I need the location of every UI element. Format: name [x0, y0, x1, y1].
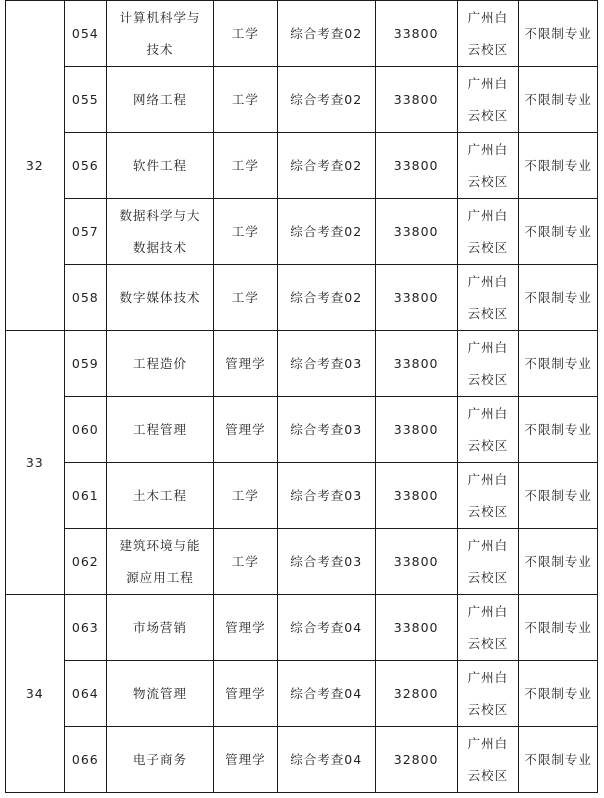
major-name-cell-line: 技术	[146, 41, 174, 57]
table-row	[6, 1, 598, 67]
discipline-cell: 工学	[214, 67, 278, 133]
exam-subject-cell: 综合考查04	[277, 595, 375, 661]
major-name-cell	[107, 661, 214, 727]
admissions-table-container	[5, 0, 598, 793]
tuition-cell: 32800	[375, 661, 457, 727]
group-number-cell: 34	[6, 595, 65, 793]
tuition-cell: 33800	[375, 463, 457, 529]
exam-subject-cell: 综合考查02	[277, 67, 375, 133]
requirement-cell: 不限制专业	[519, 595, 598, 661]
campus-cell-line: 云校区	[467, 437, 509, 453]
campus-cell-line: 云校区	[467, 701, 509, 717]
major-code-cell: 059	[64, 331, 106, 397]
major-name-cell	[107, 529, 214, 595]
tuition-cell: 33800	[375, 67, 457, 133]
major-code-cell: 062	[64, 529, 106, 595]
major-code-cell: 055	[64, 67, 106, 133]
major-code-cell: 054	[64, 1, 106, 67]
tuition-cell: 33800	[375, 265, 457, 331]
major-name-cell-line: 数据技术	[133, 239, 188, 255]
campus-cell-line: 云校区	[467, 635, 509, 651]
major-name-cell-line: 物流管理	[133, 685, 188, 701]
campus-cell	[457, 67, 519, 133]
table-row	[6, 727, 598, 793]
discipline-cell: 工学	[214, 199, 278, 265]
major-name-cell-line: 软件工程	[133, 157, 188, 173]
major-code-cell: 061	[64, 463, 106, 529]
tuition-cell: 33800	[375, 199, 457, 265]
group-number-cell: 32	[6, 1, 65, 331]
table-row	[6, 463, 598, 529]
campus-cell-line: 广州白	[467, 603, 509, 619]
table-row	[6, 265, 598, 331]
campus-cell-line: 云校区	[467, 767, 509, 783]
requirement-cell: 不限制专业	[519, 727, 598, 793]
major-name-cell-line: 土木工程	[133, 487, 188, 503]
campus-cell	[457, 529, 519, 595]
exam-subject-cell: 综合考查03	[277, 529, 375, 595]
discipline-cell: 工学	[214, 463, 278, 529]
requirement-cell: 不限制专业	[519, 199, 598, 265]
campus-cell	[457, 397, 519, 463]
table-row	[6, 331, 598, 397]
major-name-cell	[107, 133, 214, 199]
major-name-cell-line: 数字媒体技术	[119, 289, 201, 305]
table-row	[6, 133, 598, 199]
campus-cell-line: 云校区	[467, 305, 509, 321]
table-row	[6, 661, 598, 727]
major-name-cell-line: 建筑环境与能	[119, 537, 201, 553]
exam-subject-cell: 综合考查03	[277, 331, 375, 397]
major-code-cell: 064	[64, 661, 106, 727]
table-row	[6, 529, 598, 595]
major-code-cell: 063	[64, 595, 106, 661]
exam-subject-cell: 综合考查03	[277, 397, 375, 463]
major-name-cell	[107, 397, 214, 463]
campus-cell	[457, 463, 519, 529]
major-code-cell: 056	[64, 133, 106, 199]
major-code-cell: 060	[64, 397, 106, 463]
exam-subject-cell: 综合考查03	[277, 463, 375, 529]
major-name-cell-line: 电子商务	[133, 751, 188, 767]
tuition-cell: 33800	[375, 331, 457, 397]
tuition-cell: 33800	[375, 133, 457, 199]
campus-cell-line: 云校区	[467, 173, 509, 189]
campus-cell-line: 广州白	[467, 339, 509, 355]
major-code-cell: 066	[64, 727, 106, 793]
requirement-cell: 不限制专业	[519, 331, 598, 397]
campus-cell-line: 云校区	[467, 239, 509, 255]
major-name-cell	[107, 331, 214, 397]
major-name-cell-line: 计算机科学与	[119, 9, 201, 25]
campus-cell-line: 云校区	[467, 107, 509, 123]
requirement-cell: 不限制专业	[519, 133, 598, 199]
requirement-cell: 不限制专业	[519, 397, 598, 463]
major-name-cell	[107, 1, 214, 67]
campus-cell-line: 广州白	[467, 207, 509, 223]
group-number-cell: 33	[6, 331, 65, 595]
campus-cell	[457, 661, 519, 727]
major-name-cell	[107, 67, 214, 133]
discipline-cell: 工学	[214, 265, 278, 331]
major-name-cell	[107, 265, 214, 331]
exam-subject-cell: 综合考查02	[277, 133, 375, 199]
tuition-cell: 33800	[375, 529, 457, 595]
campus-cell-line: 广州白	[467, 669, 509, 685]
table-row	[6, 199, 598, 265]
major-name-cell-line: 源应用工程	[126, 569, 194, 585]
exam-subject-cell: 综合考查02	[277, 265, 375, 331]
tuition-cell: 33800	[375, 1, 457, 67]
campus-cell-line: 广州白	[467, 273, 509, 289]
campus-cell	[457, 265, 519, 331]
discipline-cell: 工学	[214, 133, 278, 199]
requirement-cell: 不限制专业	[519, 1, 598, 67]
requirement-cell: 不限制专业	[519, 265, 598, 331]
requirement-cell: 不限制专业	[519, 529, 598, 595]
major-code-cell: 058	[64, 265, 106, 331]
campus-cell	[457, 595, 519, 661]
campus-cell-line: 广州白	[467, 405, 509, 421]
campus-cell-line: 广州白	[467, 537, 509, 553]
campus-cell-line: 云校区	[467, 569, 509, 585]
campus-cell-line: 云校区	[467, 503, 509, 519]
requirement-cell: 不限制专业	[519, 463, 598, 529]
campus-cell-line: 广州白	[467, 735, 509, 751]
tuition-cell: 33800	[375, 595, 457, 661]
campus-cell	[457, 1, 519, 67]
exam-subject-cell: 综合考查04	[277, 661, 375, 727]
major-code-cell: 057	[64, 199, 106, 265]
discipline-cell: 工学	[214, 529, 278, 595]
major-name-cell	[107, 463, 214, 529]
major-name-cell	[107, 595, 214, 661]
table-row	[6, 67, 598, 133]
campus-cell-line: 云校区	[467, 41, 509, 57]
exam-subject-cell: 综合考查02	[277, 199, 375, 265]
discipline-cell: 工学	[214, 1, 278, 67]
admissions-table	[5, 0, 598, 793]
table-row	[6, 397, 598, 463]
table-row	[6, 595, 598, 661]
major-name-cell-line: 市场营销	[133, 619, 188, 635]
discipline-cell: 管理学	[214, 727, 278, 793]
campus-cell	[457, 727, 519, 793]
requirement-cell: 不限制专业	[519, 661, 598, 727]
discipline-cell: 管理学	[214, 331, 278, 397]
discipline-cell: 管理学	[214, 661, 278, 727]
campus-cell	[457, 199, 519, 265]
major-name-cell-line: 数据科学与大	[119, 207, 201, 223]
discipline-cell: 管理学	[214, 595, 278, 661]
major-name-cell	[107, 727, 214, 793]
discipline-cell: 管理学	[214, 397, 278, 463]
campus-cell-line: 云校区	[467, 371, 509, 387]
tuition-cell: 33800	[375, 397, 457, 463]
major-name-cell-line: 工程造价	[133, 355, 188, 371]
campus-cell-line: 广州白	[467, 471, 509, 487]
campus-cell	[457, 331, 519, 397]
exam-subject-cell: 综合考查04	[277, 727, 375, 793]
tuition-cell: 32800	[375, 727, 457, 793]
campus-cell-line: 广州白	[467, 141, 509, 157]
campus-cell-line: 广州白	[467, 75, 509, 91]
campus-cell-line: 广州白	[467, 9, 509, 25]
major-name-cell	[107, 199, 214, 265]
exam-subject-cell: 综合考查02	[277, 1, 375, 67]
admissions-table-body	[6, 1, 598, 793]
requirement-cell: 不限制专业	[519, 67, 598, 133]
major-name-cell-line: 网络工程	[133, 91, 188, 107]
campus-cell	[457, 133, 519, 199]
major-name-cell-line: 工程管理	[133, 421, 188, 437]
